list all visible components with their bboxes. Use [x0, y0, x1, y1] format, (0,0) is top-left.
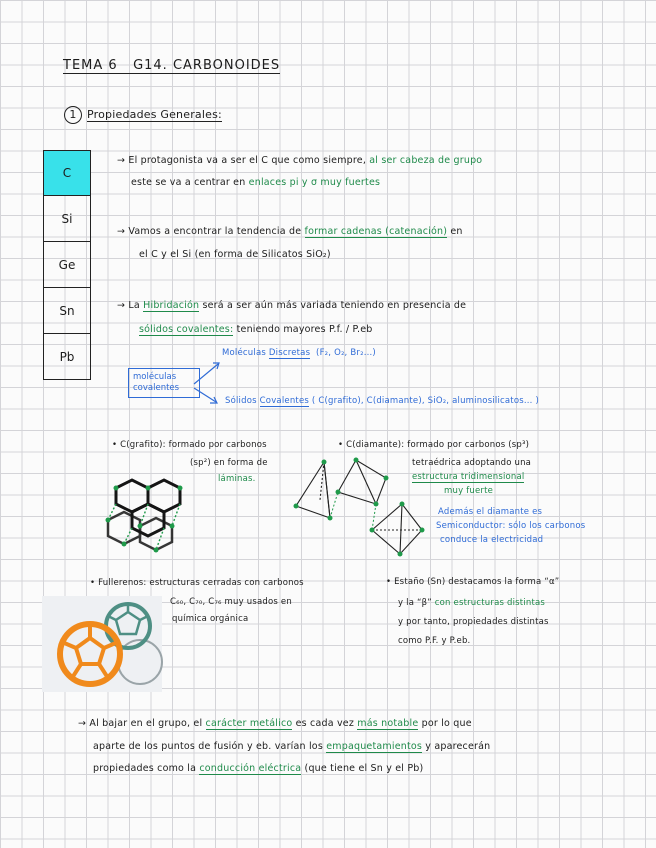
bullet1-text-c: este se va a centrar en — [131, 177, 246, 188]
fullerene-photo — [42, 596, 162, 692]
graphite-label — [112, 440, 267, 450]
section-number: 1 — [64, 106, 82, 124]
element-column — [43, 150, 91, 380]
bullet1-line2 — [131, 177, 380, 188]
diamond-note-1: Además el diamante es — [438, 507, 543, 517]
bottom-1b: carácter metálico — [205, 718, 293, 729]
diamond-label-3-text: estructura tridimensional — [412, 472, 525, 482]
diamond-label: • C(diamante): formado por carbonos (sp³) — [338, 440, 530, 450]
bullet3-text-e: teniendo mayores P.f. / P.eb — [236, 324, 373, 335]
element-carbon: C — [43, 150, 91, 196]
graphite-a: • C(grafito): — [112, 440, 166, 450]
branch2-b: Covalentes — [259, 396, 309, 406]
bottom-1a: → Al bajar en el grupo, el — [78, 718, 203, 729]
map-branch2 — [225, 396, 539, 406]
bottom-3a: propiedades como la — [93, 763, 197, 774]
graphite-structure-drawing — [98, 468, 198, 558]
bottom-3c: (que tiene el Sn y el Pb) — [304, 763, 424, 774]
diamond-structure-drawing — [290, 456, 430, 556]
fullerene-label: • Fullerenos: estructuras cerradas con carbonos — [90, 578, 304, 588]
page-title — [63, 58, 280, 74]
element-lead: Pb — [43, 334, 91, 380]
bullet1-text-d: enlaces pi y σ muy fuertes — [248, 177, 381, 188]
bullet3-text-d: sólidos covalentes: — [139, 324, 234, 335]
graphite-b: formado por carbonos — [168, 440, 267, 450]
bullet2-text-a: → Vamos a encontrar la tendencia de — [117, 226, 302, 237]
tin-line2-a: y la “β” — [398, 598, 432, 608]
fullerene-label-3: química orgánica — [172, 614, 249, 624]
tin-line3: y por tanto, propiedades distintas — [398, 617, 549, 627]
graphite-label-2: (sp²) en forma de — [190, 458, 268, 468]
bullet1-text-b: al ser cabeza de grupo — [369, 155, 483, 166]
map-branch1 — [222, 348, 376, 358]
element-tin: Sn — [43, 288, 91, 334]
diamond-note-2: Semiconductor: sólo los carbonos — [436, 521, 586, 531]
bullet3-text-b: Hibridación — [143, 300, 200, 311]
bottom-line3 — [93, 763, 423, 774]
tin-line2 — [398, 598, 545, 608]
branch1-c: (F₂, O₂, Br₂...) — [316, 348, 376, 358]
bullet3-text-a: → La — [117, 300, 140, 311]
diamond-label-2: tetraédrica adoptando una — [412, 458, 532, 468]
bullet2-line2: el C y el Si (en forma de Silicatos SiO₂) — [139, 249, 331, 260]
title-text: TEMA 6 G14. CARBONOIDES — [63, 58, 281, 73]
branch1-b: Discretas — [268, 348, 311, 358]
bullet3-line1 — [117, 300, 466, 311]
section-title: Propiedades Generales: — [87, 108, 222, 121]
bottom-1e: por lo que — [421, 718, 472, 729]
bullet2-text-c: en — [450, 226, 463, 237]
tin-line1: • Estaño (Sn) destacamos la forma “α” — [386, 577, 560, 587]
bullet2-text-b: formar cadenas (catenación) — [304, 226, 448, 237]
covalent-molecules-box: moléculas covalentes — [128, 368, 200, 398]
bullet1-text-a: → El protagonista va a ser el C que como siempre, — [117, 155, 367, 166]
bottom-2c: y aparecerán — [425, 741, 491, 752]
branch1-a: Moléculas — [222, 348, 266, 358]
bottom-line1 — [78, 718, 472, 729]
tin-line2-b: con estructuras distintas — [434, 598, 546, 608]
tin-line4: como P.F. y P.eb. — [398, 636, 471, 646]
graphite-label-3: láminas. — [218, 474, 256, 484]
element-silicon: Si — [43, 196, 91, 242]
diamond-label-4: muy fuerte — [444, 486, 494, 496]
bullet1-line1 — [117, 155, 482, 166]
branch2-c: ( C(grafito), C(diamante), SiO₂, aluminosilicatos... ) — [311, 396, 539, 406]
bottom-2b: empaquetamientos — [326, 741, 423, 752]
bullet2-line1 — [117, 226, 463, 237]
bottom-3b: conducción eléctrica — [199, 763, 302, 774]
bottom-1d: más notable — [357, 718, 419, 729]
element-germanium: Ge — [43, 242, 91, 288]
branch2-a: Sólidos — [225, 396, 257, 406]
bullet3-text-c: será a ser aún más variada teniendo en presencia de — [202, 300, 467, 311]
map-branch-arrows — [192, 358, 232, 418]
fullerene-label-2: C₆₀, C₇₀, C₇₆ muy usados en — [170, 597, 292, 607]
bottom-2a: aparte de los puntos de fusión y eb. varían los — [93, 741, 323, 752]
bottom-1c: es cada vez — [295, 718, 355, 729]
diamond-note-3: conduce la electricidad — [440, 535, 544, 545]
bottom-line2 — [93, 741, 490, 752]
section-heading — [64, 106, 222, 124]
bullet3-line2 — [139, 324, 373, 335]
